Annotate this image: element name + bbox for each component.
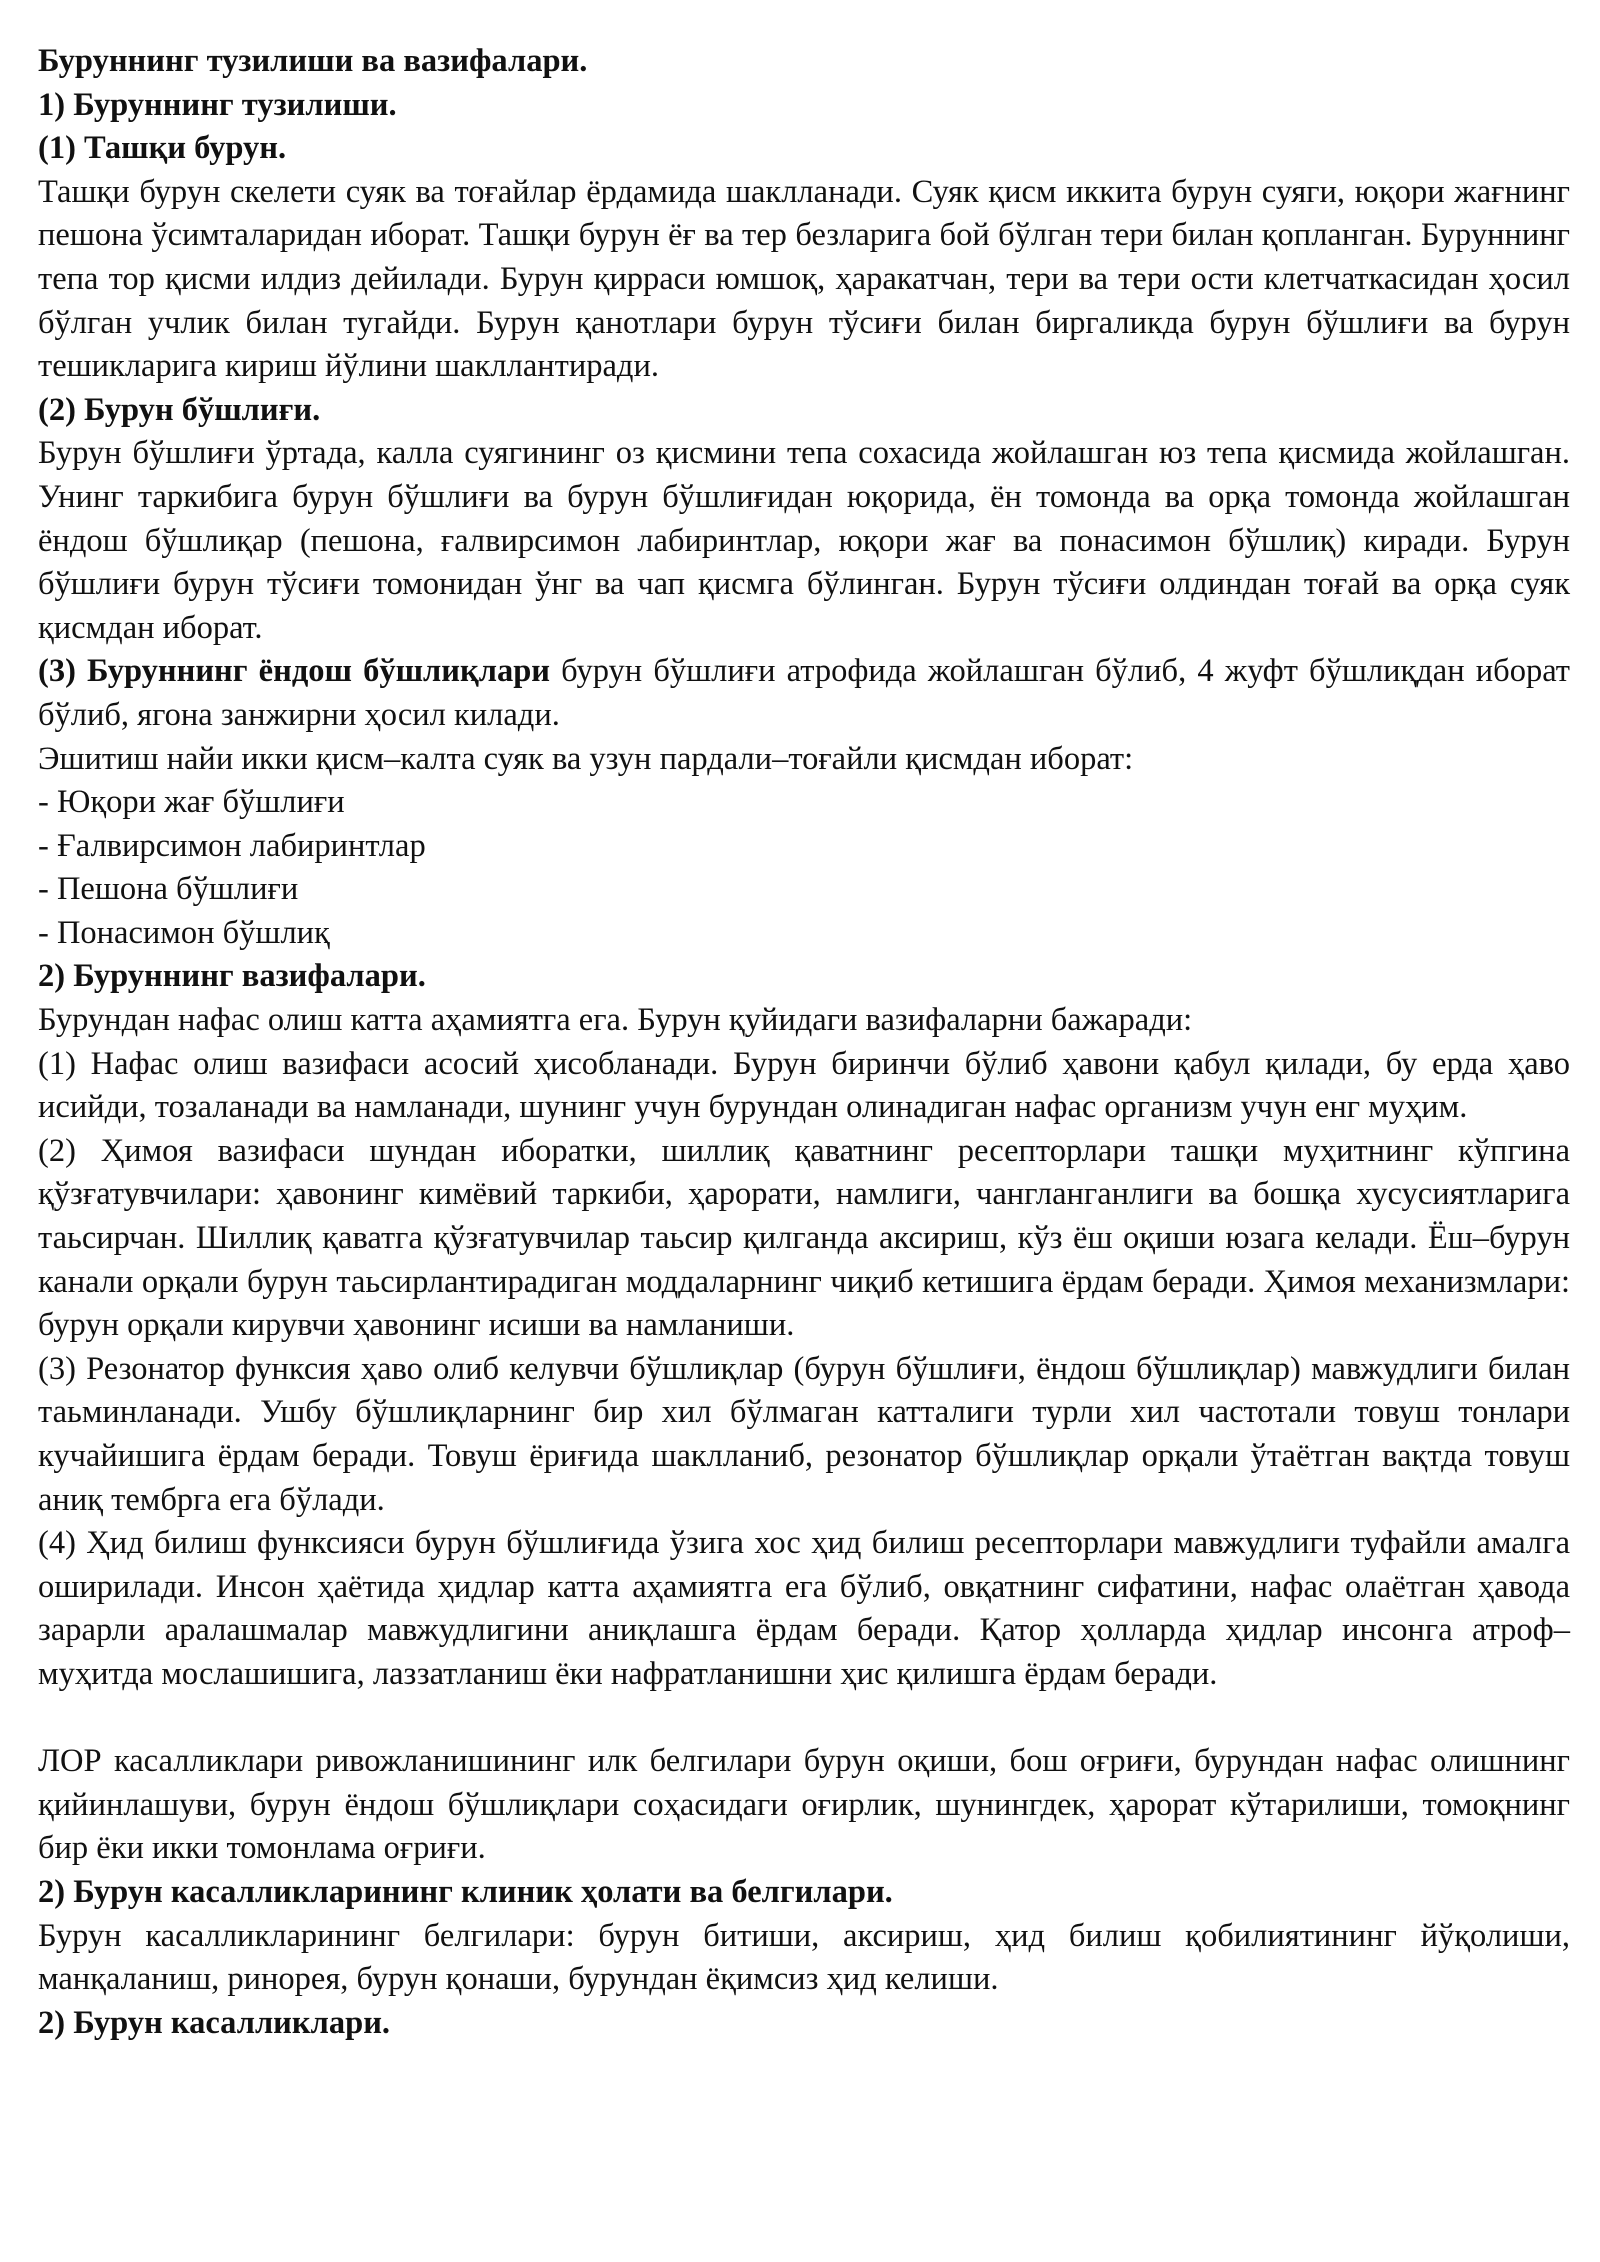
section-heading-diseases: 2) Бурун касалликлари. <box>38 2004 391 2041</box>
list-item: - Юқори жағ бўшлиғи <box>38 784 345 821</box>
paragraph-function-breathing: (1) Нафас олиш вазифаси асосий ҳисобланади. Бурун биринчи бўлиб ҳавони қабул қилади, бу ерда ҳаво исийди, тозаланади ва намланади, шунинг учун бурундан олинадиган нафас организм учун енг муҳим. <box>38 1045 1570 1126</box>
section-heading-structure: 1) Буруннинг тузилиши. <box>38 86 397 123</box>
section-heading-functions: 2) Буруннинг вазифалари. <box>38 958 426 995</box>
list-item: - Понасимон бўшлиқ <box>38 914 330 951</box>
paragraph-function-smell: (4) Ҳид билиш функсияси бурун бўшлиғида ўзига хос ҳид билиш ресепторлари мавжудлиги туфайли амалга оширилади. Инсон ҳаётида ҳидлар катта аҳамиятга ега бўлиб, овқатнинг сифатини, нафас олаётган ҳавода зарарли аралашмалар мавжудлигини аниқлашга ёрдам беради. Қатор ҳолларда ҳидлар инсонга атроф–муҳитда мослашишига, лаззатланиш ёки нафратланишни ҳис қилишга ёрдам беради. <box>38 1525 1570 1692</box>
subsection-heading-external-nose: (1) Ташқи бурун. <box>38 130 287 167</box>
document-title: Буруннинг тузилиши ва вазифалари. <box>38 43 588 79</box>
subsection-heading-sinuses: (3) Буруннинг ёндош бўшлиқлари <box>38 653 551 690</box>
paragraph-lor-symptoms: ЛОР касалликлари ривожланишининг илк белгилари бурун оқиши, бош оғриғи, бурундан нафас олишнинг қийинлашуви, бурун ёндош бўшлиқлари соҳасидаги оғирлик, шунингдек, ҳарорат кўтарилиши, томоқнинг бир ёки икки томонлама оғриғи. <box>38 1743 1570 1867</box>
subsection-heading-nasal-cavity: (2) Бурун бўшлиғи. <box>38 391 321 428</box>
paragraph-function-resonator: (3) Резонатор функсия ҳаво олиб келувчи бўшлиқлар (бурун бўшлиғи, ёндош бўшлиқлар) мавжудлиги билан таьминланади. Ушбу бўшлиқларнинг бир хил бўлмаган катталиги турли хил частотали товуш тонлари кучайишига ёрдам беради. Товуш ёриғида шаклланиб, резонатор бўшлиқлар орқали ўтаётган вақтда товуш аниқ тембрга ега бўлади. <box>38 1350 1570 1518</box>
blank-line <box>38 1697 1570 1741</box>
paragraph-clinical-symptoms: Бурун касалликларининг белгилари: бурун битиши, аксириш, ҳид билиш қобилиятининг йўқолиши, манқаланиш, ринорея, бурун қонаши, бурундан ёқимсиз ҳид келиши. <box>38 1917 1570 1998</box>
functions-intro: Бурундан нафас олиш катта аҳамиятга ега. Бурун қуйидаги вазифаларни бажаради: <box>38 1002 1193 1039</box>
section-heading-clinical: 2) Бурун касалликларининг клиник ҳолати ва белгилари. <box>38 1873 893 1910</box>
sinuses-text: бурун бўшлиғи атрофида жойлашган бўлиб, 4 жуфт бўшлиқдан иборат бўлиб, ягона занжирни ҳосил килади. <box>38 653 1570 733</box>
paragraph-sinuses <box>38 650 1570 737</box>
ear-tube-line: Эшитиш найи икки қисм–калта суяк ва узун пардали–тоғайли қисмдан иборат: <box>38 740 1134 777</box>
paragraph-external-nose: Ташқи бурун скелети суяк ва тоғайлар ёрдамида шаклланади. Суяк қисм иккита бурун суяги, юқори жағнинг пешона ўсимталаридан иборат. Ташқи бурун ёғ ва тер безларига бой бўлган тери билан қопланган. Буруннинг тепа тор қисми илдиз дейилади. Бурун қирраси юмшоқ, ҳаракатчан, тери ва тери ости клетчаткасидан ҳосил бўлган учлик билан тугайди. Бурун қанотлари бурун тўсиғи билан биргаликда бурун бўшлиғи ва бурун тешикларига кириш йўлини шакллантиради. <box>38 173 1570 385</box>
list-item: - Пешона бўшлиғи <box>38 871 299 908</box>
paragraph-function-protection: (2) Ҳимоя вазифаси шундан иборатки, шиллиқ қаватнинг ресепторлари ташқи муҳитнинг кўпгина қўзғатувчилари: ҳавонинг кимёвий таркиби, ҳарорати, намлиги, чангланганлиги ва бошқа хусусиятларига таьсирчан. Шиллиқ қаватга қўзғатувчилар таьсир қилганда аксириш, кўз ёш оқиши юзага келади. Ёш–бурун канали орқали бурун таьсирлантирадиган моддаларнинг чиқиб кетишига ёрдам беради. Ҳимоя механизмлари: бурун орқали кирувчи ҳавонинг исиши ва намланиши. <box>38 1132 1570 1344</box>
list-item: - Ғалвирсимон лабиринтлар <box>38 827 426 864</box>
paragraph-nasal-cavity: Бурун бўшлиғи ўртада, калла суягининг оз қисмини тепа сохасида жойлашган юз тепа қисмида жойлашган. Унинг таркибига бурун бўшлиғи ва бурун бўшлиғидан юқорида, ён томонда ва орқа томонда жойлашган ёндош бўшлиқар (пешона, ғалвирсимон лабиринтлар, юқори жағ ва понасимон бўшлиқ) киради. Бурун бўшлиғи бурун тўсиғи томонидан ўнг ва чап қисмга бўлинган. Бурун тўсиғи олдиндан тоғай ва орқа суяк қисмдан иборат. <box>38 435 1570 646</box>
document-page <box>38 40 1570 2045</box>
